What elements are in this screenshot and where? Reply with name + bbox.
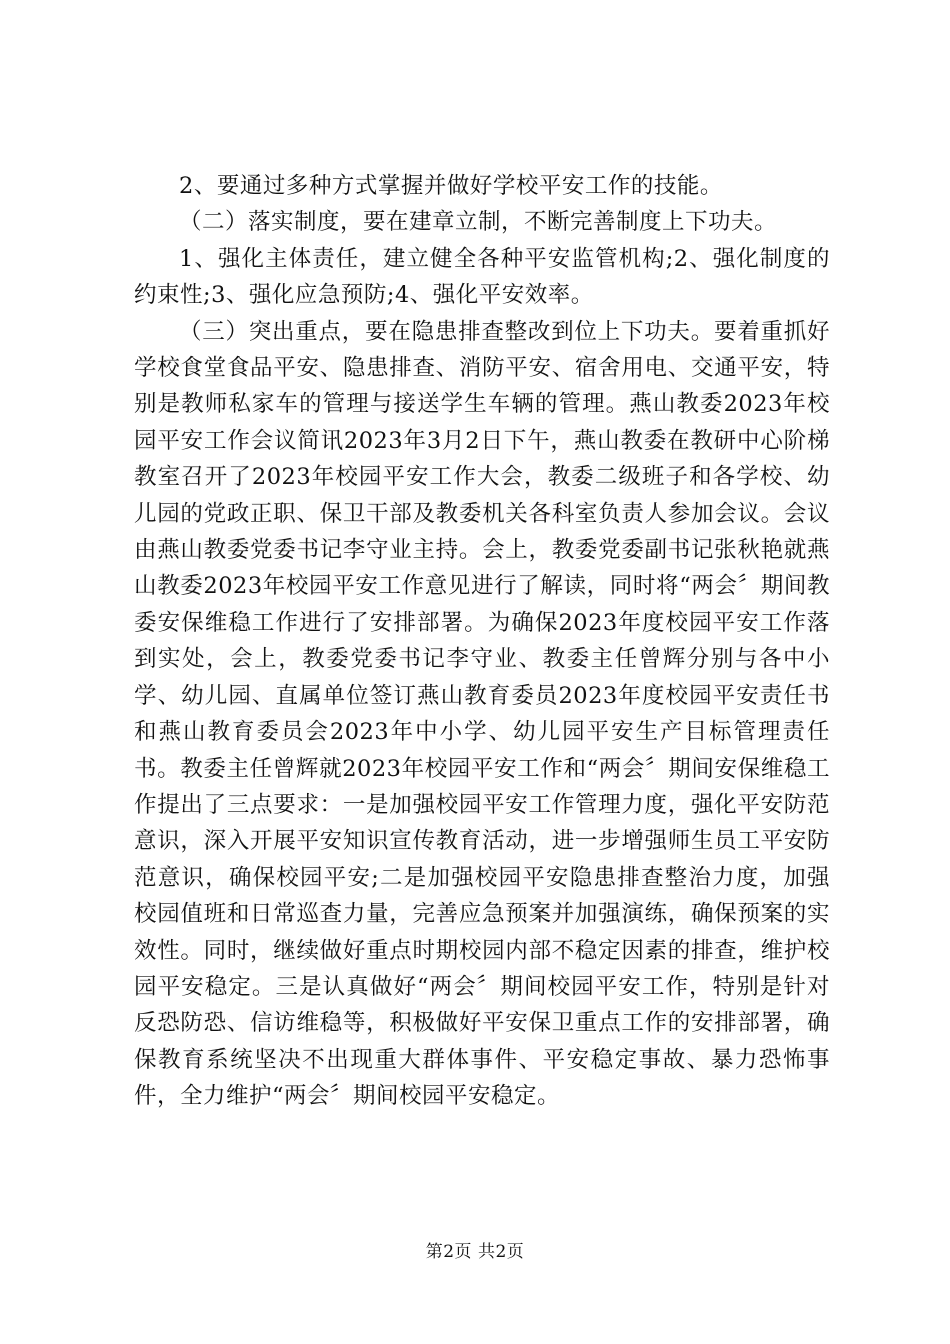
paragraph-section-three-body: （三）突出重点，要在隐患排查整改到位上下功夫。要着重抓好学校食堂食品平安、隐患排查、消防平安、宿舍用电、交通平安，特别是教师私家车的管理与接送学生车辆的管理。燕山教委2023年校园平安工作会议简讯2023年3月2日下午，燕山教委在教研中心阶梯教室召开了2023年校园平安工作大会，教委二级班子和各学校、幼儿园的党政正职、保卫干部及教委机关各科室负责人参加会议。会议由燕山教委党委书记李守业主持。会上，教委党委副书记张秋艳就燕山教委2023年校园平安工作意见进行了解读，同时将“两会〞期间教委安保维稳工作进行了安排部署。为确保2023年度校园平安工作落到实处，会上，教委党委书记李守业、教委主任曾辉分别与各中小学、幼儿园、直属单位签订燕山教育委员2023年度校园平安责任书和燕山教育委员会2023年中小学、幼儿园平安生产目标管理责任书。教委主任曾辉就2023年校园平安工作和“两会〞期间安保维稳工作提出了三点要求：一是加强校园平安工作管理力度，强化平安防范意识，深入开展平安知识宣传教育活动，进一步增强师生员工平安防范意识，确保校园平安;二是加强校园平安隐患排查整治力度，加强校园值班和日常巡查力量，完善应急预案并加强演练，确保预案的实效性。同时，继续做好重点时期校园内部不稳定因素的排查，维护校园平安稳定。三是认真做好“两会〞期间校园平安工作，特别是针对反恐防恐、信访维稳等，积极做好平安保卫重点工作的安排部署，确保教育系统坚决不出现重大群体事件、平安稳定事故、暴力恐怖事件，全力维护“两会〞期间校园平安稳定。	[134, 318, 830, 1110]
document-body	[134, 168, 830, 1115]
paragraph-skills: 2、要通过多种方式掌握并做好学校平安工作的技能。	[179, 173, 723, 199]
paragraph-responsibilities: 1、强化主体责任，建立健全各种平安监管机构;2、强化制度的约束性;3、强化应急预防;4、强化平安效率。	[134, 245, 830, 309]
paragraph-section-two-heading: （二）落实制度，要在建章立制，不断完善制度上下功夫。	[179, 209, 778, 236]
page-footer: 第2页 共2页	[425, 1242, 525, 1262]
